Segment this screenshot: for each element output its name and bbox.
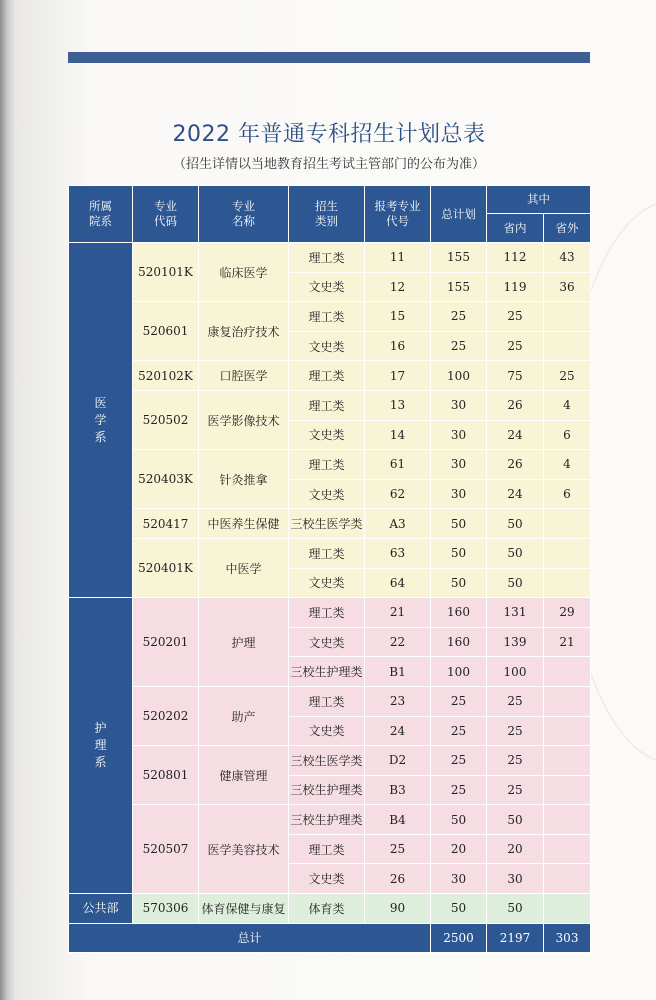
- table-row: [69, 538, 591, 568]
- total-plan: 30: [431, 864, 487, 894]
- table-row: [69, 805, 591, 835]
- apply-code: 61: [365, 450, 431, 480]
- total-plan: 100: [431, 657, 487, 687]
- major-name: 体育保健与康复: [199, 894, 289, 924]
- total-plan: 100: [431, 361, 487, 391]
- out-province: 6: [544, 420, 591, 450]
- in-province: 50: [487, 805, 544, 835]
- out-province: [544, 568, 591, 598]
- out-province: [544, 716, 591, 746]
- major-code: 520101K: [133, 243, 199, 302]
- in-province: 50: [487, 568, 544, 598]
- total-label: 总计: [69, 923, 431, 953]
- major-code: 520403K: [133, 450, 199, 509]
- apply-code: 15: [365, 302, 431, 332]
- apply-code: 17: [365, 361, 431, 391]
- major-code: 520801: [133, 746, 199, 805]
- in-province: 50: [487, 538, 544, 568]
- total-plan: 50: [431, 894, 487, 924]
- in-province: 30: [487, 864, 544, 894]
- apply-code: D2: [365, 746, 431, 776]
- header-in-province: 省内: [487, 214, 544, 243]
- major-code: 570306: [133, 894, 199, 924]
- out-province: [544, 775, 591, 805]
- table-row: [69, 450, 591, 480]
- out-province: [544, 331, 591, 361]
- out-province: [544, 834, 591, 864]
- out-province: 29: [544, 598, 591, 628]
- table-row: [69, 390, 591, 420]
- out-province: [544, 302, 591, 332]
- table-row: [69, 894, 591, 924]
- in-province: 75: [487, 361, 544, 391]
- apply-code: 13: [365, 390, 431, 420]
- apply-code: A3: [365, 509, 431, 539]
- major-name: 中医学: [199, 538, 289, 597]
- major-name: 护理: [199, 598, 289, 687]
- in-province: 25: [487, 302, 544, 332]
- category: 理工类: [289, 361, 365, 391]
- major-code: 520601: [133, 302, 199, 361]
- in-province: 24: [487, 479, 544, 509]
- total-plan: 155: [431, 272, 487, 302]
- dept-public: 公共部: [69, 894, 133, 924]
- header-out-province: 省外: [544, 214, 591, 243]
- total-plan: 30: [431, 479, 487, 509]
- major-name: 针灸推拿: [199, 450, 289, 509]
- total-plan: 50: [431, 538, 487, 568]
- in-province: 26: [487, 390, 544, 420]
- in-province: 50: [487, 509, 544, 539]
- apply-code: 23: [365, 686, 431, 716]
- major-name: 助产: [199, 686, 289, 745]
- out-province: [544, 509, 591, 539]
- out-province: [544, 864, 591, 894]
- major-name: 临床医学: [199, 243, 289, 302]
- header-name: 专业 名称: [199, 186, 289, 243]
- in-province: 25: [487, 775, 544, 805]
- top-decorative-bar: [68, 52, 590, 63]
- table-row: [69, 361, 591, 391]
- enrollment-plan-table: [68, 185, 591, 953]
- table-row: [69, 509, 591, 539]
- out-province: 4: [544, 390, 591, 420]
- apply-code: 16: [365, 331, 431, 361]
- out-province: [544, 657, 591, 687]
- major-name: 医学影像技术: [199, 390, 289, 449]
- total-plan: 25: [431, 716, 487, 746]
- table-row: [69, 746, 591, 776]
- apply-code: 21: [365, 598, 431, 628]
- category: 三校生医学类: [289, 509, 365, 539]
- out-province: 43: [544, 243, 591, 273]
- header-dept: 所属 院系: [69, 186, 133, 243]
- major-name: 医学美容技术: [199, 805, 289, 894]
- apply-code: 11: [365, 243, 431, 273]
- apply-code: 62: [365, 479, 431, 509]
- apply-code: 22: [365, 627, 431, 657]
- category: 三校生护理类: [289, 657, 365, 687]
- out-province: 21: [544, 627, 591, 657]
- apply-code: 90: [365, 894, 431, 924]
- header-category: 招生 类别: [289, 186, 365, 243]
- table-row: [69, 302, 591, 332]
- total-plan-sum: 2500: [431, 923, 487, 953]
- total-plan: 25: [431, 746, 487, 776]
- total-plan: 25: [431, 775, 487, 805]
- table-row: [69, 686, 591, 716]
- category: 文史类: [289, 716, 365, 746]
- header-total-plan: 总计划: [431, 186, 487, 243]
- category: 理工类: [289, 538, 365, 568]
- category: 理工类: [289, 302, 365, 332]
- major-code: 520202: [133, 686, 199, 745]
- in-province: 20: [487, 834, 544, 864]
- category: 文史类: [289, 627, 365, 657]
- major-name: 康复治疗技术: [199, 302, 289, 361]
- total-plan: 25: [431, 686, 487, 716]
- total-plan: 160: [431, 598, 487, 628]
- out-province: [544, 746, 591, 776]
- apply-code: 25: [365, 834, 431, 864]
- category: 体育类: [289, 894, 365, 924]
- total-plan: 25: [431, 331, 487, 361]
- out-province: 4: [544, 450, 591, 480]
- category: 理工类: [289, 450, 365, 480]
- apply-code: 63: [365, 538, 431, 568]
- out-province: [544, 686, 591, 716]
- total-plan: 20: [431, 834, 487, 864]
- category: 文史类: [289, 420, 365, 450]
- major-name: 健康管理: [199, 746, 289, 805]
- in-province: 100: [487, 657, 544, 687]
- major-code: 520201: [133, 598, 199, 687]
- header-code: 专业 代码: [133, 186, 199, 243]
- total-plan: 25: [431, 302, 487, 332]
- category: 理工类: [289, 834, 365, 864]
- in-province: 139: [487, 627, 544, 657]
- apply-code: 64: [365, 568, 431, 598]
- in-province: 25: [487, 746, 544, 776]
- category: 三校生医学类: [289, 746, 365, 776]
- out-province: [544, 894, 591, 924]
- total-row: [69, 923, 591, 953]
- category: 文史类: [289, 568, 365, 598]
- category: 三校生护理类: [289, 805, 365, 835]
- apply-code: B3: [365, 775, 431, 805]
- in-province: 25: [487, 716, 544, 746]
- category: 理工类: [289, 243, 365, 273]
- major-code: 520507: [133, 805, 199, 894]
- out-province: 36: [544, 272, 591, 302]
- category: 理工类: [289, 598, 365, 628]
- table-row: [69, 243, 591, 273]
- in-province: 24: [487, 420, 544, 450]
- out-province-sum: 303: [544, 923, 591, 953]
- major-code: 520102K: [133, 361, 199, 391]
- in-province: 26: [487, 450, 544, 480]
- total-plan: 155: [431, 243, 487, 273]
- out-province: 25: [544, 361, 591, 391]
- header-of-which: 其中: [487, 186, 591, 214]
- major-name: 中医养生保健: [199, 509, 289, 539]
- total-plan: 30: [431, 390, 487, 420]
- apply-code: B4: [365, 805, 431, 835]
- major-code: 520401K: [133, 538, 199, 597]
- total-plan: 160: [431, 627, 487, 657]
- out-province: [544, 538, 591, 568]
- major-name: 口腔医学: [199, 361, 289, 391]
- table-row: [69, 598, 591, 628]
- category: 文史类: [289, 479, 365, 509]
- out-province: [544, 805, 591, 835]
- in-province-sum: 2197: [487, 923, 544, 953]
- apply-code: 26: [365, 864, 431, 894]
- in-province: 119: [487, 272, 544, 302]
- category: 理工类: [289, 390, 365, 420]
- book-spine-shadow: [0, 0, 16, 1000]
- total-plan: 50: [431, 568, 487, 598]
- category: 文史类: [289, 331, 365, 361]
- major-code: 520502: [133, 390, 199, 449]
- category: 文史类: [289, 272, 365, 302]
- in-province: 112: [487, 243, 544, 273]
- dept-medicine: 医 学 系: [69, 243, 133, 598]
- out-province: 6: [544, 479, 591, 509]
- apply-code: 14: [365, 420, 431, 450]
- page-subtitle: （招生详情以当地教育招生考试主管部门的公布为准）: [172, 157, 485, 172]
- total-plan: 30: [431, 420, 487, 450]
- total-plan: 50: [431, 509, 487, 539]
- total-plan: 50: [431, 805, 487, 835]
- apply-code: 24: [365, 716, 431, 746]
- apply-code: B1: [365, 657, 431, 687]
- in-province: 25: [487, 331, 544, 361]
- in-province: 131: [487, 598, 544, 628]
- total-plan: 30: [431, 450, 487, 480]
- in-province: 25: [487, 686, 544, 716]
- category: 理工类: [289, 686, 365, 716]
- page-title: 2022 年普通专科招生计划总表: [172, 122, 486, 147]
- major-code: 520417: [133, 509, 199, 539]
- category: 三校生护理类: [289, 775, 365, 805]
- apply-code: 12: [365, 272, 431, 302]
- header-apply-code: 报考专业 代号: [365, 186, 431, 243]
- dept-nursing: 护 理 系: [69, 598, 133, 894]
- in-province: 50: [487, 894, 544, 924]
- category: 文史类: [289, 864, 365, 894]
